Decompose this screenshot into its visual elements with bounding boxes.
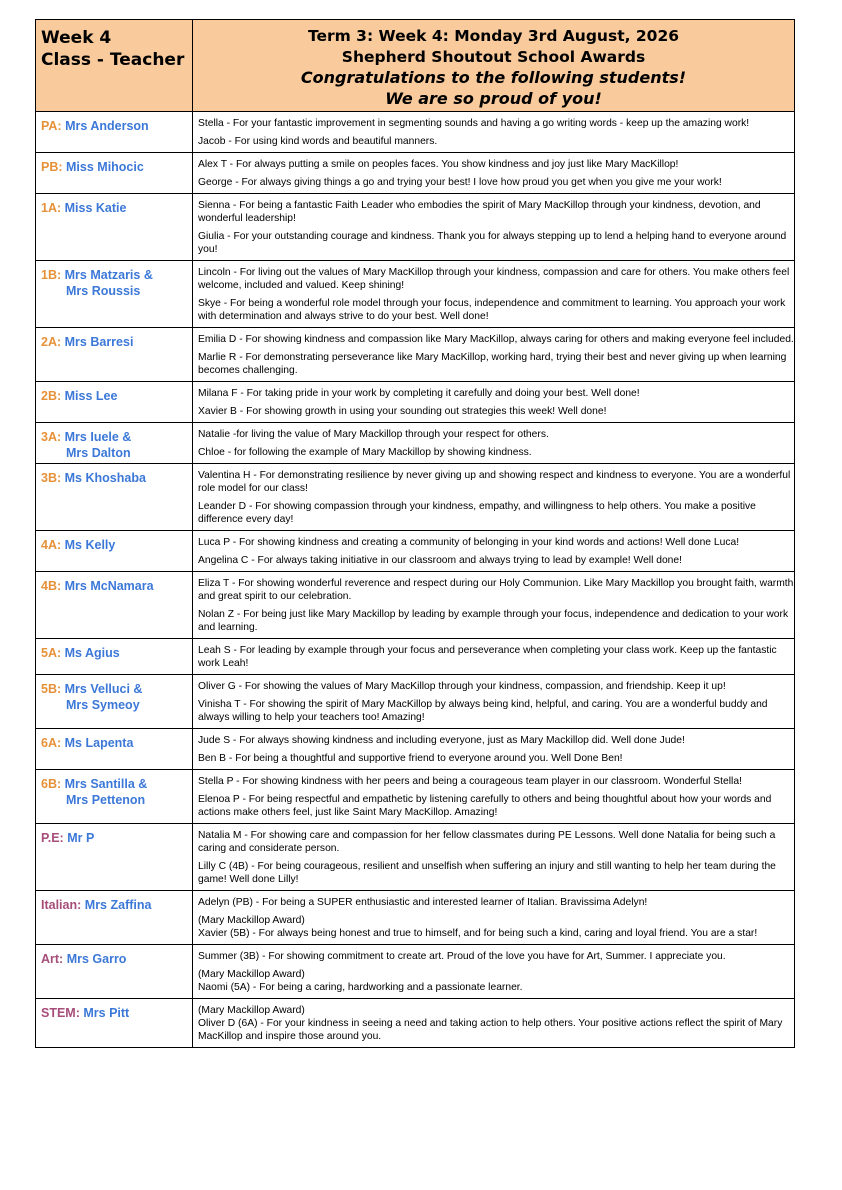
- award-entry: Vinisha T - For showing the spirit of Mary MacKillop by always being kind, helpful, and caring. You are a wonderful buddy and always willing to help your teachers too! Amazing!: [198, 699, 768, 723]
- table-row: [36, 675, 795, 729]
- class-code: Art:: [41, 952, 64, 966]
- class-code: PA:: [41, 119, 62, 133]
- table-row: [36, 729, 795, 770]
- award-entry: Milana F - For taking pride in your work by completing it carefully and doing your best. Well done!: [198, 388, 640, 399]
- teacher-name: Mrs Matzaris &: [64, 268, 153, 282]
- award-entry: Summer (3B) - For showing commitment to create art. Proud of the love you have for Art, Summer. I appreciate you.: [198, 951, 726, 962]
- class-teacher-cell: [36, 261, 193, 328]
- term-date-title: Term 3: Week 4: Monday 3rd August, 2026: [307, 27, 680, 45]
- class-teacher-cell: [36, 891, 193, 945]
- table-row: [36, 261, 795, 328]
- award-entry: Oliver G - For showing the values of Mary MacKillop through your kindness, compassion, and friendship. Keep it up!: [198, 681, 726, 692]
- award-entry: Emilia D - For showing kindness and compassion like Mary MacKillop, always caring for others and making everyone feel included.: [198, 334, 794, 345]
- award-entry: (Mary Mackillop Award) Oliver D (6A) - For your kindness in seeing a need and taking action to help others. Your positive actions reflect the spirit of Mary MacKillop and inspire those around you.: [198, 1005, 783, 1042]
- table-row: [36, 112, 795, 153]
- teacher-name: Mr P: [67, 831, 95, 845]
- class-code: 5A:: [41, 646, 62, 660]
- awards-cell: [193, 639, 795, 675]
- teacher-name: Mrs Anderson: [65, 119, 149, 133]
- award-entry: Marlie R - For demonstrating perseverance like Mary MacKillop, working hard, trying their best and never giving up when learning becomes challenging.: [198, 352, 787, 376]
- award-entry: George - For always giving things a go and trying your best! I love how proud you get when you give me your work!: [198, 177, 722, 188]
- table-row: [36, 999, 795, 1048]
- class-teacher-cell: [36, 639, 193, 675]
- table-row: [36, 824, 795, 891]
- award-entry: Stella P - For showing kindness with her peers and being a courageous team player in our classroom. Wonderful Stella!: [198, 776, 742, 787]
- award-entry: Angelina C - For always taking initiative in our classroom and always trying to lead by example! Well done!: [198, 555, 682, 566]
- teacher-name: Miss Mihocic: [66, 160, 144, 174]
- table-row: [36, 423, 795, 464]
- class-teacher-label: Class - Teacher: [41, 50, 185, 70]
- class-code: 6B:: [41, 777, 62, 791]
- table-row: [36, 572, 795, 639]
- teacher-name: Mrs Velluci &: [64, 682, 143, 696]
- award-entry: Adelyn (PB) - For being a SUPER enthusiastic and interested learner of Italian. Bravissima Adelyn!: [198, 897, 648, 908]
- class-code: 4A:: [41, 538, 62, 552]
- awards-cell: [193, 464, 795, 531]
- award-entry: Skye - For being a wonderful role model through your focus, independence and commitment to learning. You approach your work with determination and always strive to do your best. Well done!: [198, 298, 786, 322]
- class-teacher-cell: [36, 824, 193, 891]
- table-row: [36, 531, 795, 572]
- awards-cell: [193, 112, 795, 153]
- awards-cell: [193, 824, 795, 891]
- class-teacher-cell: [36, 572, 193, 639]
- header-title-cell: [193, 20, 795, 112]
- awards-cell: [193, 891, 795, 945]
- table-row: [36, 328, 795, 382]
- class-code: 2A:: [41, 335, 62, 349]
- class-teacher-cell: [36, 464, 193, 531]
- class-code: 3A:: [41, 430, 62, 444]
- award-entry: Eliza T - For showing wonderful reverence and respect during our Holy Communion. Like Mary Mackillop you brought faith, warmth and great spirit to our celebration.: [198, 578, 794, 602]
- awards-cell: [193, 153, 795, 194]
- class-teacher-cell: [36, 729, 193, 770]
- awards-cell: [193, 999, 795, 1048]
- class-teacher-cell: [36, 153, 193, 194]
- teacher-name-second: Mrs Dalton: [66, 446, 131, 460]
- header-row: [36, 20, 795, 112]
- award-entry: Lincoln - For living out the values of Mary MacKillop through your kindness, compassion and care for others. You make others feel welcome, included and valued. Keep shining!: [198, 267, 790, 291]
- class-teacher-cell: [36, 531, 193, 572]
- award-entry: Sienna - For being a fantastic Faith Leader who embodies the spirit of Mary MacKillop through your kindness, devotion, and wonderful leadership!: [198, 200, 761, 224]
- class-code: 1A:: [41, 201, 62, 215]
- class-teacher-cell: [36, 382, 193, 423]
- class-code: 4B:: [41, 579, 62, 593]
- awards-cell: [193, 382, 795, 423]
- teacher-name: Mrs Iuele &: [64, 430, 132, 444]
- proud-line: We are so proud of you!: [385, 89, 602, 108]
- class-teacher-cell: [36, 328, 193, 382]
- awards-title: Shepherd Shoutout School Awards: [341, 48, 646, 66]
- table-row: [36, 891, 795, 945]
- award-entry: Natalie -for living the value of Mary Mackillop through your respect for others.: [198, 429, 549, 440]
- class-teacher-cell: [36, 194, 193, 261]
- teacher-name: Ms Kelly: [64, 538, 116, 552]
- awards-cell: [193, 572, 795, 639]
- teacher-name-second: Mrs Pettenon: [66, 793, 146, 807]
- awards-cell: [193, 531, 795, 572]
- teacher-name: Miss Katie: [64, 201, 127, 215]
- class-teacher-cell: [36, 423, 193, 464]
- award-entry: Lilly C (4B) - For being courageous, resilient and unselfish when suffering an injury and still wanting to help her team during the game! Well done Lilly!: [198, 861, 776, 885]
- class-code: 1B:: [41, 268, 62, 282]
- award-entry: (Mary Mackillop Award) Xavier (5B) - For always being honest and true to himself, and for being such a kind, caring and loyal friend. You are a star!: [198, 915, 758, 939]
- class-code: P.E:: [41, 831, 64, 845]
- awards-cell: [193, 328, 795, 382]
- award-entry: Stella - For your fantastic improvement in segmenting sounds and having a go writing words - keep up the amazing work!: [198, 118, 750, 129]
- teacher-name-second: Mrs Roussis: [66, 284, 141, 298]
- class-code: 5B:: [41, 682, 62, 696]
- class-code: 2B:: [41, 389, 62, 403]
- award-entry: Ben B - For being a thoughtful and supportive friend to everyone around you. Well Done Ben!: [198, 753, 623, 764]
- award-entry: Natalia M - For showing care and compassion for her fellow classmates during PE Lessons. Well done Natalia for being such a caring and considerate person.: [198, 830, 776, 854]
- teacher-name: Mrs Garro: [66, 952, 127, 966]
- awards-table: [35, 19, 795, 1048]
- award-entry: Luca P - For showing kindness and creating a community of belonging in your kind words and actions! Well done Luca!: [198, 537, 740, 548]
- teacher-name-second: Mrs Symeoy: [66, 698, 140, 712]
- teacher-name: Miss Lee: [64, 389, 118, 403]
- award-entry: Jude S - For always showing kindness and including everyone, just as Mary Mackillop did. Well done Jude!: [198, 735, 685, 746]
- award-entry: Alex T - For always putting a smile on peoples faces. You show kindness and joy just like Mary MacKillop!: [198, 159, 679, 170]
- table-row: [36, 639, 795, 675]
- award-entry: (Mary Mackillop Award) Naomi (5A) - For being a caring, hardworking and a passionate learner.: [198, 969, 523, 993]
- week-label: Week 4: [41, 28, 112, 48]
- teacher-name: Ms Lapenta: [64, 736, 134, 750]
- award-entry: Nolan Z - For being just like Mary Mackillop by leading by example through your focus, independence and dedication to your work and learning.: [198, 609, 789, 633]
- table-row: [36, 770, 795, 824]
- award-entry: Leah S - For leading by example through your focus and perseverance when completing your class work. Keep up the fantastic work Leah!: [198, 645, 777, 669]
- class-code: 3B:: [41, 471, 62, 485]
- awards-cell: [193, 945, 795, 999]
- congratulations-line: Congratulations to the following students!: [300, 68, 687, 87]
- teacher-name: Mrs Barresi: [64, 335, 134, 349]
- table-row: [36, 153, 795, 194]
- awards-cell: [193, 729, 795, 770]
- award-entry: Elenoa P - For being respectful and empathetic by listening carefully to others and being thoughtful about how your words and actions make others feel, just like Saint Mary MacKillop. Amazing!: [198, 794, 772, 818]
- class-code: Italian:: [41, 898, 82, 912]
- teacher-name: Mrs McNamara: [64, 579, 154, 593]
- awards-cell: [193, 423, 795, 464]
- award-entry: Jacob - For using kind words and beautiful manners.: [198, 136, 438, 147]
- awards-cell: [193, 675, 795, 729]
- award-entry: Leander D - For showing compassion through your kindness, empathy, and willingness to help others. You make a positive difference every day!: [198, 501, 756, 525]
- class-teacher-cell: [36, 675, 193, 729]
- award-entry: Chloe - for following the example of Mary Mackillop by showing kindness.: [198, 447, 532, 458]
- awards-cell: [193, 194, 795, 261]
- awards-cell: [193, 770, 795, 824]
- teacher-name: Mrs Pitt: [83, 1006, 130, 1020]
- award-entry: Giulia - For your outstanding courage and kindness. Thank you for always stepping up to lend a helping hand to everyone around you!: [198, 231, 787, 255]
- class-teacher-cell: [36, 999, 193, 1048]
- table-row: [36, 382, 795, 423]
- award-entry: Valentina H - For demonstrating resilience by never giving up and showing respect and kindness to everyone. You are a wonderful role model for our class!: [198, 470, 791, 494]
- award-entry: Xavier B - For showing growth in using your sounding out strategies this week! Well done!: [198, 406, 607, 417]
- teacher-name: Ms Agius: [64, 646, 120, 660]
- class-code: 6A:: [41, 736, 62, 750]
- class-code: STEM:: [41, 1006, 80, 1020]
- table-row: [36, 945, 795, 999]
- teacher-name: Ms Khoshaba: [64, 471, 146, 485]
- header-left-cell: [36, 20, 193, 112]
- class-teacher-cell: [36, 770, 193, 824]
- class-teacher-cell: [36, 945, 193, 999]
- class-code: PB:: [41, 160, 63, 174]
- teacher-name: Mrs Santilla &: [64, 777, 148, 791]
- class-teacher-cell: [36, 112, 193, 153]
- table-row: [36, 464, 795, 531]
- teacher-name: Mrs Zaffina: [84, 898, 152, 912]
- awards-cell: [193, 261, 795, 328]
- table-row: [36, 194, 795, 261]
